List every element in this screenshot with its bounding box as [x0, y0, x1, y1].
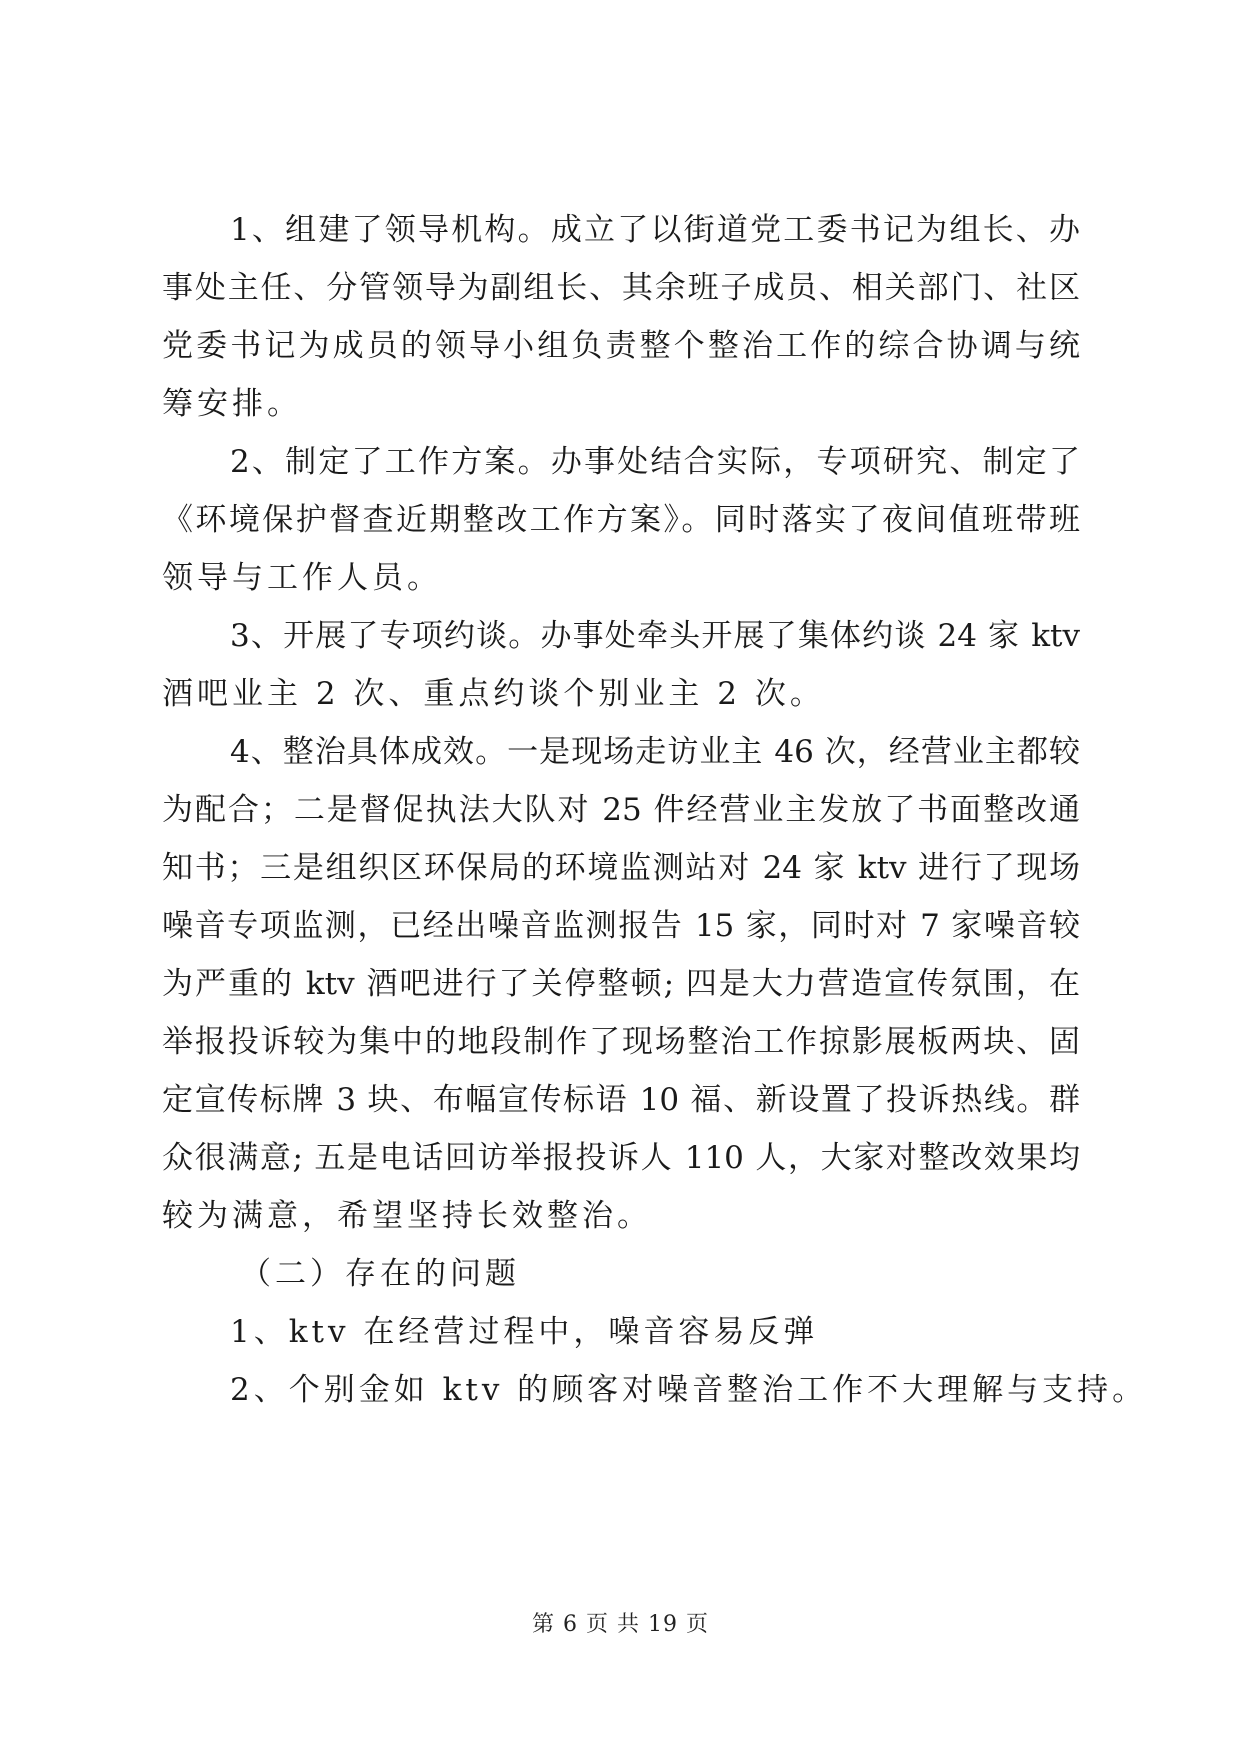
paragraph-3-line-2: 酒吧业主 2 次、重点约谈个别业主 2 次。: [162, 676, 825, 712]
paragraph-4-line-5: 为严重的 ktv 酒吧进行了关停整顿; 四是大力营造宣传氛围，在: [162, 966, 1080, 1002]
paragraph-4-line-1: 4、整治具体成效。一是现场走访业主 46 次，经营业主都较: [230, 734, 1080, 770]
problem-item-2: 2、个别金如 ktv 的顾客对噪音整治工作不大理解与支持。: [230, 1372, 1148, 1408]
paragraph-4-line-7: 定宣传标牌 3 块、布幅宣传标语 10 福、新设置了投诉热线。群: [162, 1082, 1080, 1118]
paragraph-2-line-1: 2、制定了工作方案。办事处结合实际，专项研究、制定了: [230, 444, 1080, 480]
paragraph-4-line-9: 较为满意，希望坚持长效整治。: [162, 1198, 652, 1234]
section-heading-problems: （二）存在的问题: [240, 1256, 520, 1292]
paragraph-2-line-3: 领导与工作人员。: [162, 560, 442, 596]
problem-item-1: 1、ktv 在经营过程中，噪音容易反弹: [230, 1314, 819, 1350]
paragraph-1-line-2: 事处主任、分管领导为副组长、其余班子成员、相关部门、社区: [162, 270, 1080, 306]
paragraph-3-line-1: 3、开展了专项约谈。办事处牵头开展了集体约谈 24 家 ktv: [230, 618, 1080, 654]
paragraph-4-line-2: 为配合；二是督促执法大队对 25 件经营业主发放了书面整改通: [162, 792, 1080, 828]
paragraph-4-line-4: 噪音专项监测，已经出噪音监测报告 15 家，同时对 7 家噪音较: [162, 908, 1080, 944]
paragraph-1-line-1: 1、组建了领导机构。成立了以街道党工委书记为组长、办: [230, 212, 1080, 248]
paragraph-1-line-3: 党委书记为成员的领导小组负责整个整治工作的综合协调与统: [162, 328, 1080, 364]
paragraph-4-line-3: 知书；三是组织区环保局的环境监测站对 24 家 ktv 进行了现场: [162, 850, 1080, 886]
paragraph-4-line-8: 众很满意; 五是电话回访举报投诉人 110 人，大家对整改效果均: [162, 1140, 1080, 1176]
paragraph-4-line-6: 举报投诉较为集中的地段制作了现场整治工作掠影展板两块、固: [162, 1024, 1080, 1060]
page-number-footer: 第 6 页 共 19 页: [532, 1612, 709, 1637]
paragraph-1-line-4: 筹安排。: [162, 386, 302, 422]
paragraph-2-line-2: 《环境保护督查近期整改工作方案》。同时落实了夜间值班带班: [162, 502, 1080, 538]
